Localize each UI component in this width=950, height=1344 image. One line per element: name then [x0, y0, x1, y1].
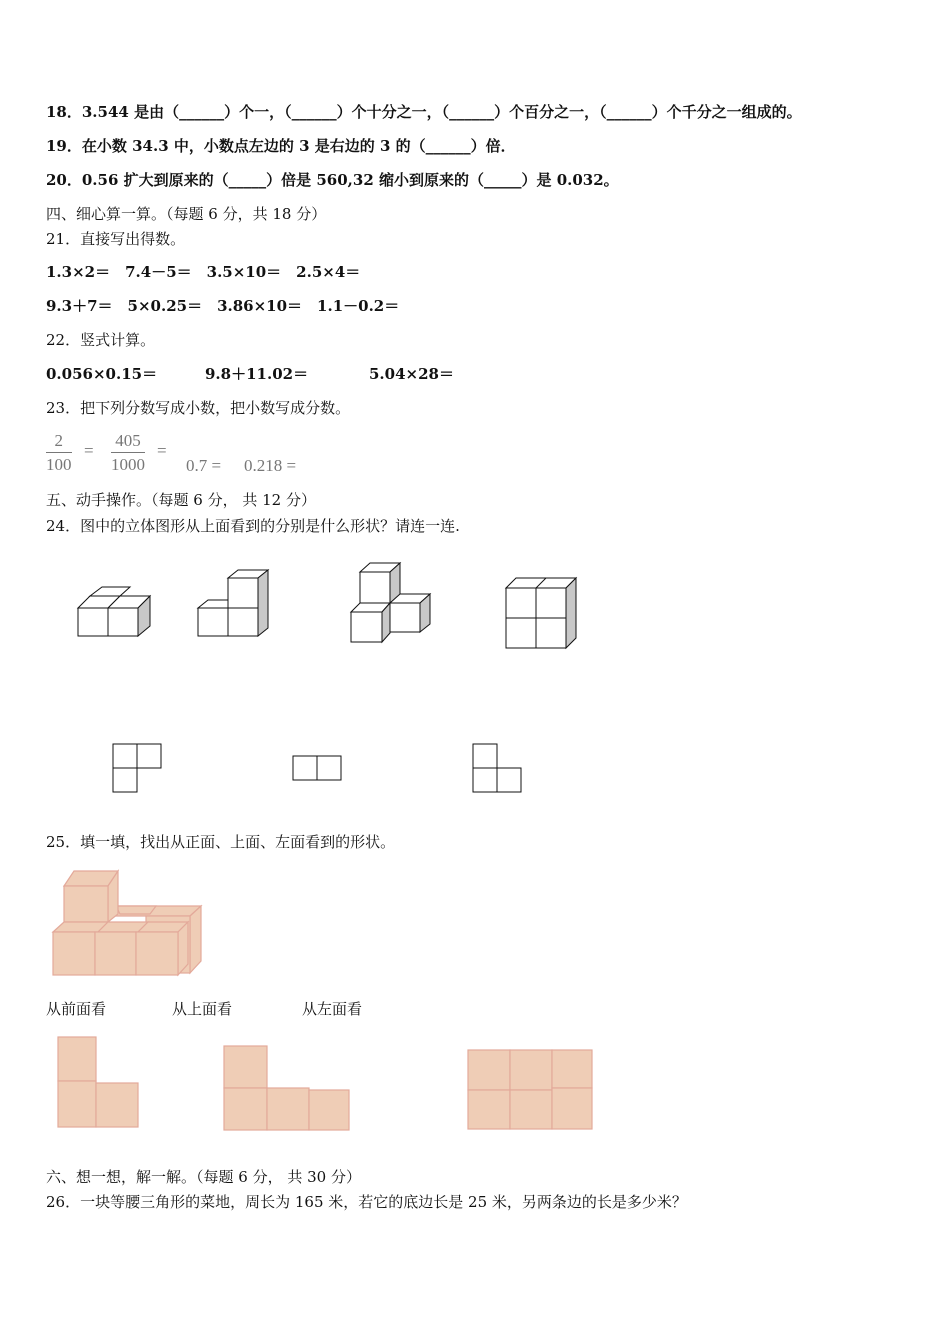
question-18: 18．3.544 是由（______）个一，（______）个十分之一，（______）个百分之一，（______）个千分之一组成的。 — [46, 103, 802, 121]
question-26: 26．一块等腰三角形的菜地，周长为 165 米，若它的底边长是 25 米，另两条边的长是多少米？ — [46, 1193, 687, 1211]
top-view-1 — [112, 743, 164, 795]
q22-item-1: 0.056×0.15＝ — [46, 365, 158, 383]
fraction-405-1000 — [111, 430, 145, 477]
top-view-3 — [472, 743, 524, 795]
question-24: 24．图中的立体图形从上面看到的分别是什么形状？请连一连. — [46, 517, 460, 535]
decimal-0-218: 0.218 = — [244, 456, 297, 475]
question-25: 25．填一填，找出从正面、上面、左面看到的形状。 — [46, 833, 396, 851]
question-21: 21．直接写出得数。 — [46, 230, 186, 248]
solid-figure-3 — [342, 560, 442, 650]
label-top-view: 从上面看 — [172, 1000, 233, 1018]
question-23: 23．把下列分数写成小数，把小数写成分数。 — [46, 399, 351, 417]
view-shape-1 — [56, 1036, 146, 1132]
solid-figure-1 — [60, 560, 160, 650]
view-shape-2 — [222, 1044, 354, 1136]
q21-row-2: 9.3＋7＝ 5×0.25＝ 3.86×10＝ 1.1－0.2＝ — [46, 297, 400, 315]
label-left-view: 从左面看 — [302, 1000, 363, 1018]
equals-sign: = — [84, 441, 94, 460]
section-5-heading: 五、动手操作。（每题 6 分， 共 12 分） — [46, 491, 316, 509]
q22-item-3: 5.04×28＝ — [369, 365, 454, 383]
q22-item-2: 9.8＋11.02＝ — [205, 365, 309, 383]
solid-figure-2 — [190, 560, 290, 650]
cube-arrangement — [50, 866, 210, 981]
question-20: 20．0.56 扩大到原来的（_____）倍是 560,32 缩小到原来的（_____）是 0.032。 — [46, 171, 619, 189]
section-6-heading: 六、想一想，解一解。（每题 6 分， 共 30 分） — [46, 1168, 361, 1186]
question-22: 22．竖式计算。 — [46, 331, 156, 349]
fraction-denominator: 1000 — [111, 455, 145, 474]
question-19: 19．在小数 34.3 中，小数点左边的 3 是右边的 3 的（______）倍． — [46, 137, 516, 155]
fraction-denominator: 100 — [46, 455, 72, 474]
top-view-2 — [292, 755, 344, 783]
fraction-numerator: 405 — [111, 430, 145, 453]
fraction-2-100 — [46, 430, 72, 477]
label-front-view: 从前面看 — [46, 1000, 107, 1018]
decimal-0-7: 0.7 = — [186, 456, 222, 475]
fraction-numerator: 2 — [46, 430, 72, 453]
q21-row-1: 1.3×2＝ 7.4－5＝ 3.5×10＝ 2.5×4＝ — [46, 263, 361, 281]
equals-sign: = — [157, 441, 167, 460]
section-4-heading: 四、细心算一算。（每题 6 分，共 18 分） — [46, 205, 327, 223]
solid-figure-4 — [496, 568, 596, 658]
view-shape-3 — [466, 1048, 598, 1134]
